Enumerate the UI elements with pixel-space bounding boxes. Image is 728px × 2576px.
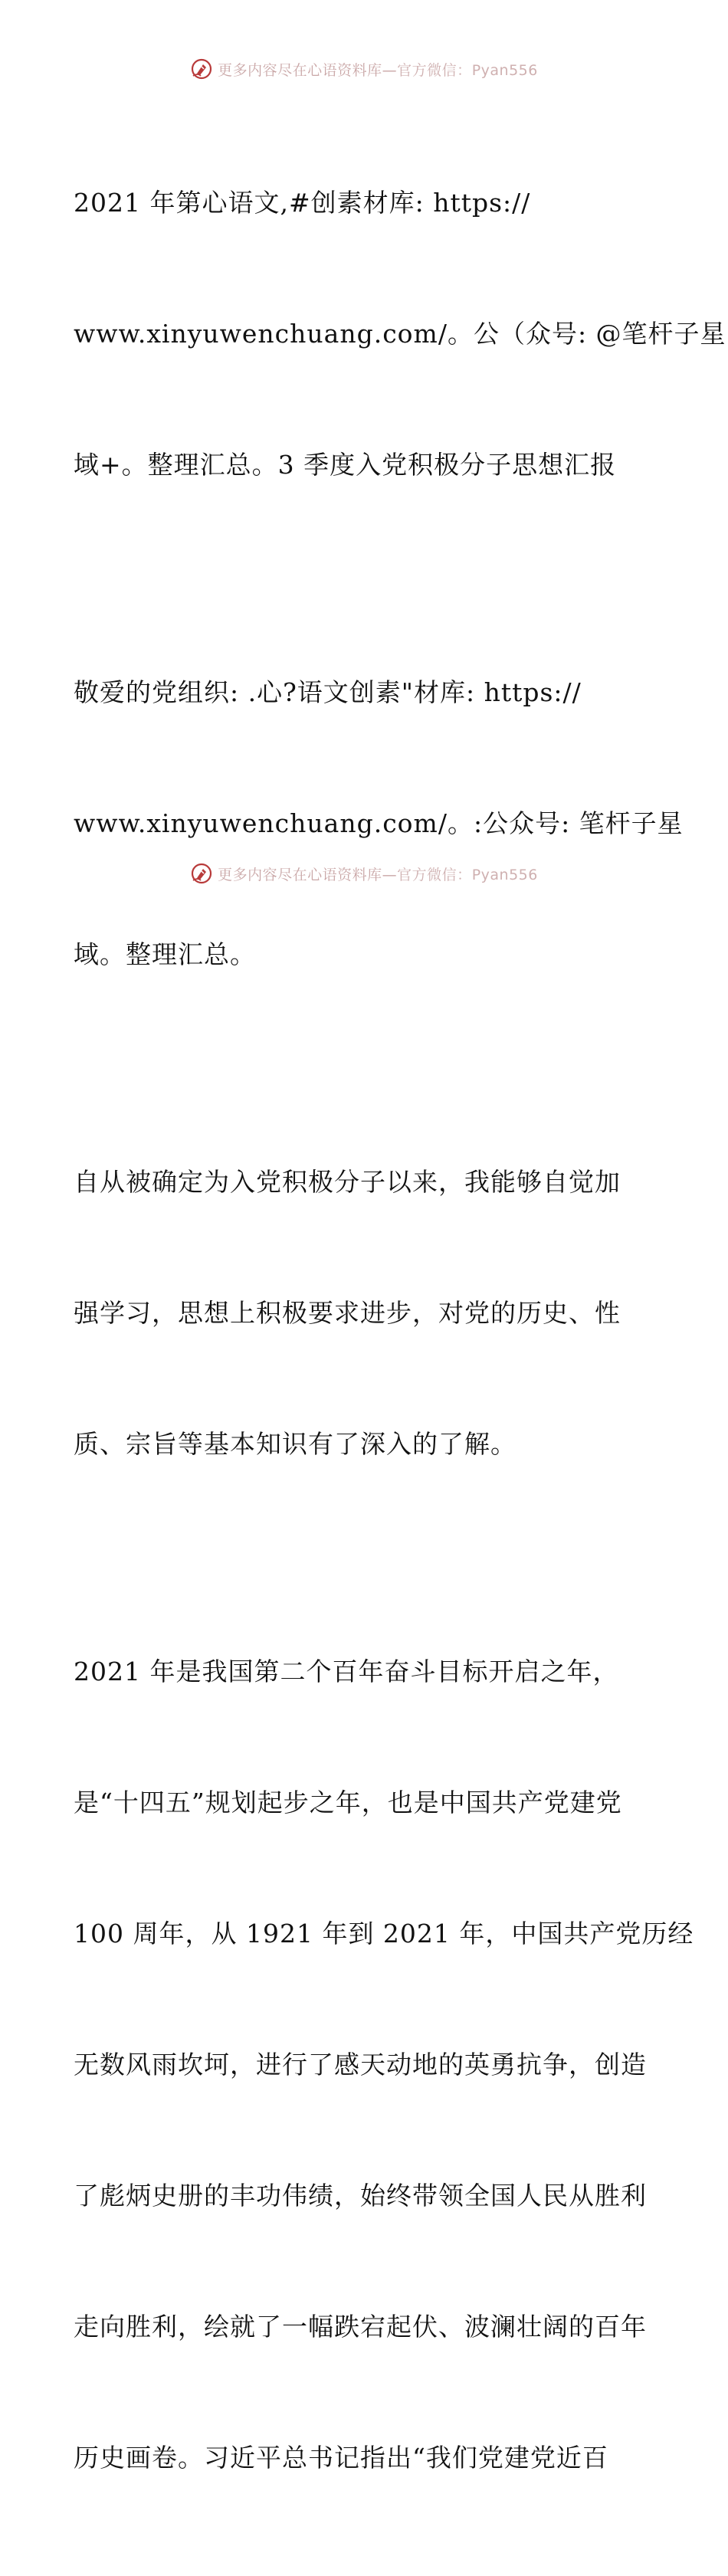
banner-separator: — [382, 61, 398, 79]
banner-wechat-label: 官方微信： [397, 866, 472, 883]
banner-separator: — [382, 866, 398, 883]
text-line: 无数风雨坎坷，进行了感天动地的英勇抗争，创造 [74, 2050, 647, 2079]
text-line: 2021 年是我国第二个百年奋斗目标开启之年， [74, 1657, 619, 1686]
text-line: 质、宗旨等基本知识有了深入的了解。 [74, 1429, 516, 1459]
text-line: 敬爱的党组织: .心?语文创素"材库: https:// [74, 677, 582, 707]
text-line: 强学习，思想上积极要求进步，对党的历史、性 [74, 1298, 621, 1328]
header-banner [0, 54, 728, 84]
footer-banner [0, 858, 728, 889]
banner-wechat-label: 官方微信： [397, 61, 472, 79]
banner-main-text: 更多内容尽在心语资料库 [218, 61, 382, 79]
header-banner-text [218, 59, 538, 80]
paragraph-2 [74, 583, 684, 1064]
text-line: 历史画卷。习近平总书记指出“我们党建党近百 [74, 2443, 608, 2473]
text-line: 走向胜利，绘就了一幅跌宕起伏、波澜壮阔的百年 [74, 2312, 647, 2342]
footer-banner-text [218, 864, 538, 884]
footer-banner-inner [190, 862, 538, 885]
text-line: 2021 年第心语文,#创素材库: https:// [74, 188, 531, 218]
header-banner-inner [190, 57, 538, 80]
pen-nib-logo-icon [190, 862, 213, 885]
banner-wechat-id: Pyan556 [471, 866, 538, 883]
pen-nib-logo-icon [190, 57, 213, 80]
text-line: 自从被确定为入党积极分子以来，我能够自觉加 [74, 1167, 621, 1197]
text-line: 域。整理汇总。 [74, 939, 256, 969]
document-body [74, 93, 726, 2576]
banner-wechat-id: Pyan556 [471, 61, 538, 79]
text-line: 100 周年，从 1921 年到 2021 年，中国共产党历经 [74, 1919, 694, 1948]
paragraph-3 [74, 1073, 656, 1553]
banner-main-text: 更多内容尽在心语资料库 [218, 866, 382, 883]
text-line: 是“十四五”规划起步之年，也是中国共产党建党 [74, 1788, 622, 1817]
paragraph-4 [74, 1562, 694, 2567]
text-line: www.xinyuwenchuang.com/。:公众号: 笔杆子星 [74, 808, 684, 838]
text-line: 域+。整理汇总。3 季度入党积极分子思想汇报 [74, 450, 617, 480]
paragraph-1 [74, 93, 726, 574]
text-line: www.xinyuwenchuang.com/。公（众号: @笔杆子星 [74, 319, 726, 349]
text-line: 了彪炳史册的丰功伟绩，始终带领全国人民从胜利 [74, 2181, 647, 2211]
